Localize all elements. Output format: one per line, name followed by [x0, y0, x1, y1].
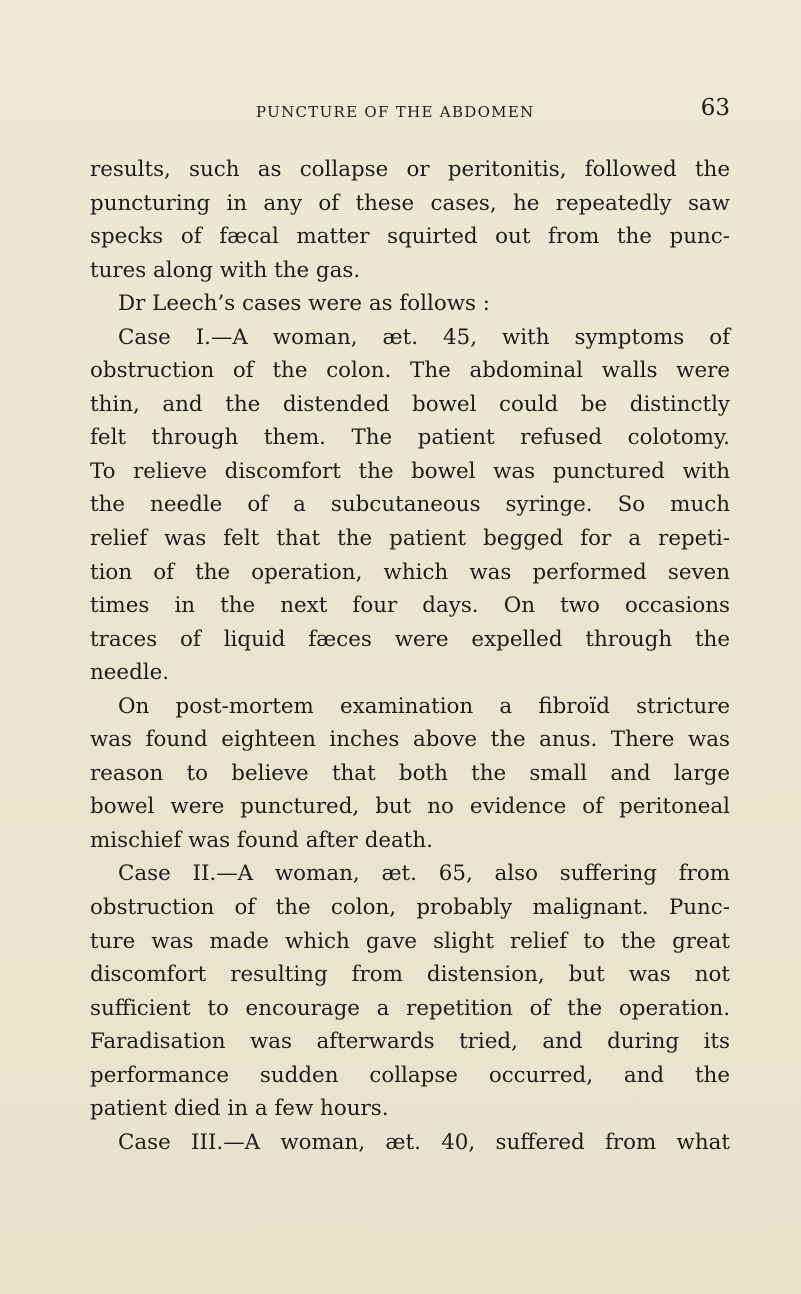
text-line: tion of the operation, which was performed seven [90, 559, 730, 585]
text-line: Case II.—A woman, æt. 65, also suffering from [118, 861, 730, 887]
text-line: sufficient to encourage a repetition of the operation. [90, 995, 730, 1021]
body-text [90, 153, 730, 1159]
text-line: obstruction of the colon, probably malignant. Punc- [90, 895, 730, 921]
text-line: reason to believe that both the small and large [90, 760, 730, 786]
text-line: discomfort resulting from distension, but was not [90, 962, 730, 988]
text-line: Faradisation was afterwards tried, and during its [90, 1029, 730, 1055]
text-line: To relieve discomfort the bowel was punctured with [90, 458, 730, 484]
text-line: was found eighteen inches above the anus. There was [90, 727, 730, 753]
text-line: felt through them. The patient refused colotomy. [90, 425, 730, 451]
page-number: 63 [700, 95, 730, 121]
text-line: obstruction of the colon. The abdominal walls were [90, 358, 730, 384]
running-head: PUNCTURE OF THE ABDOMEN [256, 103, 535, 121]
text-line: bowel were punctured, but no evidence of peritoneal [90, 794, 730, 820]
text-line: mischief was found after death. [90, 827, 433, 853]
text-line: performance sudden collapse occurred, and the [90, 1062, 730, 1088]
text-line: ture was made which gave slight relief to the great [90, 928, 730, 954]
text-line: puncturing in any of these cases, he repeatedly saw [90, 190, 730, 216]
text-line: the needle of a subcutaneous syringe. So much [90, 492, 730, 518]
text-line: On post-mortem examination a fibroïd stricture [118, 693, 730, 719]
text-line: thin, and the distended bowel could be distinctly [90, 391, 730, 417]
text-line: relief was felt that the patient begged for a repeti- [90, 526, 730, 552]
text-line: times in the next four days. On two occasions [90, 593, 730, 619]
text-line: results, such as collapse or peritonitis, followed the [90, 157, 730, 182]
text-line: specks of fæcal matter squirted out from the punc- [90, 224, 730, 250]
text-line: Case I.—A woman, æt. 45, with symptoms of [118, 324, 730, 350]
page-header [90, 95, 730, 135]
text-line: Case III.—A woman, æt. 40, suffered from what [118, 1129, 730, 1155]
text-line: tures along with the gas. [90, 257, 361, 283]
text-line: Dr Leech’s cases were as follows : [118, 291, 491, 317]
text-line: patient died in a few hours. [90, 1096, 389, 1122]
text-line: needle. [90, 660, 170, 686]
text-line: traces of liquid fæces were expelled through the [90, 626, 730, 652]
